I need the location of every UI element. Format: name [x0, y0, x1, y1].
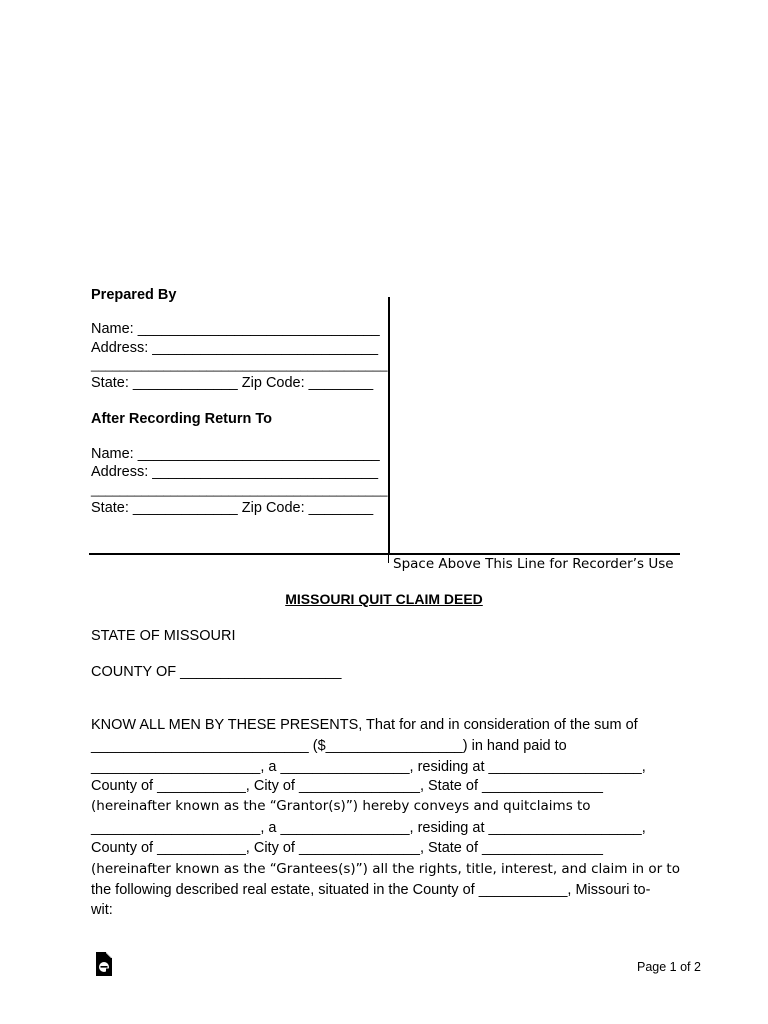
prepared-by-address-line2: _________________________________________	[91, 357, 388, 372]
prepared-by-name-field: Name: ______________________________	[91, 321, 380, 337]
return-to-address-field: Address: ____________________________	[91, 464, 379, 480]
eforms-logo-icon	[94, 951, 114, 977]
recorder-area-horizontal-divider	[89, 553, 680, 555]
body-line: ___________________________ ($_________________) in hand paid to	[91, 738, 567, 754]
page-number: Page 1 of 2	[637, 960, 701, 974]
return-to-name-field: Name: ______________________________	[91, 446, 380, 462]
recorder-note: Space Above This Line for Recorder’s Use	[393, 556, 674, 572]
body-line: wit:	[91, 902, 113, 918]
prepared-by-heading: Prepared By	[91, 287, 177, 303]
prepared-by-address-field: Address: ____________________________	[91, 340, 379, 356]
recorder-area-tick	[388, 553, 389, 563]
body-line: KNOW ALL MEN BY THESE PRESENTS, That for and in consideration of the sum of	[91, 717, 638, 733]
body-line: County of ___________, City of _______________, State of _______________	[91, 840, 603, 856]
prepared-by-state-zip-field: State: _____________ Zip Code: ________	[91, 375, 374, 391]
county-line: COUNTY OF ____________________	[91, 664, 342, 680]
body-line: (hereinafter known as the “Grantor(s)”) hereby conveys and quitclaims to	[91, 798, 591, 814]
body-line: _____________________, a ________________, residing at ___________________,	[91, 820, 646, 836]
state-line: STATE OF MISSOURI	[91, 628, 236, 644]
return-to-heading: After Recording Return To	[91, 411, 272, 427]
recorder-area-vertical-divider	[388, 297, 390, 553]
return-to-address-line2: _________________________________________	[91, 482, 388, 497]
body-line: the following described real estate, situated in the County of ___________, Missouri to-	[91, 882, 651, 898]
document-title: MISSOURI QUIT CLAIM DEED	[285, 591, 483, 607]
return-to-state-zip-field: State: _____________ Zip Code: ________	[91, 500, 374, 516]
body-line: (hereinafter known as the “Grantees(s)”) all the rights, title, interest, and claim in or to	[91, 861, 680, 877]
body-line: _____________________, a ________________, residing at ___________________,	[91, 759, 646, 775]
body-line: County of ___________, City of _______________, State of _______________	[91, 778, 603, 794]
